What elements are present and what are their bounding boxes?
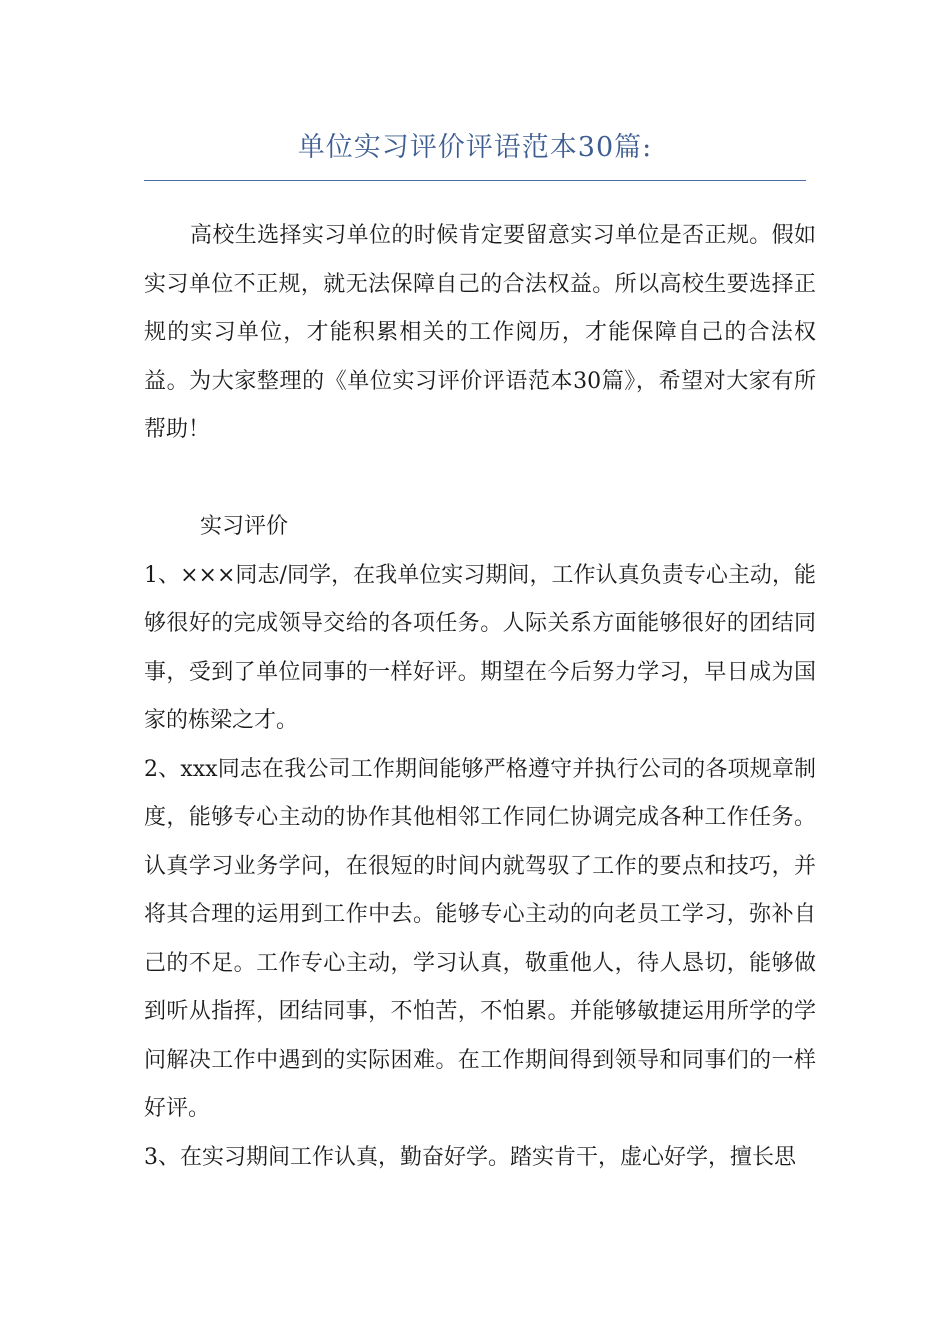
document-body bbox=[144, 212, 816, 1182]
document-title: 单位实习评价评语范本30篇: bbox=[297, 132, 653, 163]
evaluation-item-2: 2、xxx同志在我公司工作期间能够严格遵守并执行公司的各项规章制度，能够专心主动的协作其他相邻工作同仁协调完成各种工作任务。认真学习业务学问，在很短的时间内就驾驭了工作的要点和技巧，并将其合理的运用到工作中去。能够专心主动的向老员工学习，弥补自己的不足。工作专心主动，学习认真，敬重他人，待人恳切，能够做到听从指挥，团结同事，不怕苦，不怕累。并能够敏捷运用所学的学问解决工作中遇到的实际困难。在工作期间得到领导和同事们的一样好评。 bbox=[144, 756, 816, 1121]
intro-paragraph: 高校生选择实习单位的时候肯定要留意实习单位是否正规。假如实习单位不正规，就无法保障自己的合法权益。所以高校生要选择正规的实习单位，才能积累相关的工作阅历，才能保障自己的合法权益。为大家整理的《单位实习评价评语范本30篇》，希望对大家有所帮助！ bbox=[144, 223, 816, 442]
evaluation-item-1: 1、×××同志/同学，在我单位实习期间，工作认真负责专心主动，能够很好的完成领导交给的各项任务。人际关系方面能够很好的团结同事，受到了单位同事的一样好评。期望在今后努力学习，早日成为国家的栋梁之才。 bbox=[144, 562, 816, 733]
title-divider bbox=[144, 180, 806, 181]
section-heading: 实习评价 bbox=[200, 514, 289, 539]
paragraph-spacer bbox=[144, 455, 816, 504]
evaluation-item-3: 3、在实习期间工作认真，勤奋好学。踏实肯干，虚心好学，擅长思 bbox=[144, 1144, 796, 1170]
